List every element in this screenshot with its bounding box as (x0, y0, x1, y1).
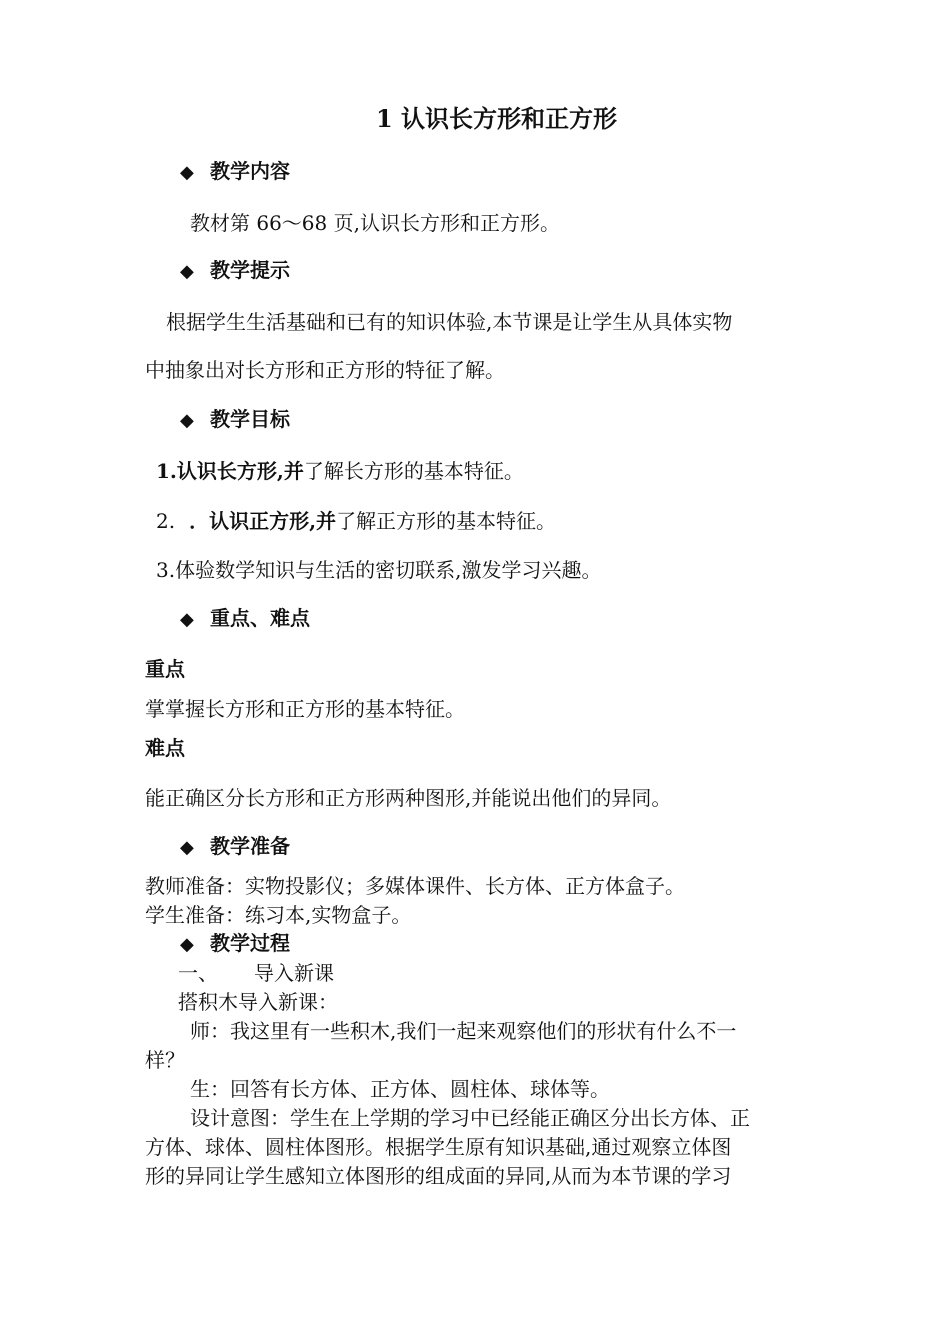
goal-item-2: 2. ．认识正方形,并了解正方形的基本特征。 (156, 509, 557, 533)
hint-line-1: 根据学生生活基础和已有的知识体验,本节课是让学生从具体实物 (166, 310, 733, 334)
diamond-bullet-icon: ◆ (180, 837, 194, 858)
diamond-bullet-icon: ◆ (180, 410, 194, 431)
key-text: 掌掌握长方形和正方形的基本特征。 (145, 697, 465, 721)
prep-teacher: 教师准备：实物投影仪；多媒体课件、长方体、正方体盒子。 (145, 874, 685, 898)
goal-item-3: 3.体验数学知识与生活的密切联系,激发学习兴趣。 (156, 558, 602, 582)
student-line: 生：回答有长方体、正方体、圆柱体、球体等。 (190, 1077, 610, 1101)
page-title: 1 认识长方形和正方形 (376, 104, 618, 133)
key-label: 重点 (145, 657, 185, 681)
design-line-2: 方体、球体、圆柱体图形。根据学生原有知识基础,通过观察立体图 (145, 1135, 732, 1159)
section-heading-hint: ◆ 教学提示 (180, 257, 290, 285)
teacher-line-1: 师：我这里有一些积木,我们一起来观察他们的形状有什么不一 (190, 1019, 737, 1043)
prep-student: 学生准备：练习本,实物盒子。 (145, 903, 412, 927)
section-heading-process: ◆ 教学过程 (180, 930, 290, 958)
section-heading-goals: ◆ 教学目标 (180, 406, 290, 434)
hint-line-2: 中抽象出对长方形和正方形的特征了解。 (145, 358, 505, 382)
section-heading-key-points: ◆ 重点、难点 (180, 605, 310, 633)
step-1-subtitle: 搭积木导入新课： (178, 990, 338, 1014)
diamond-bullet-icon: ◆ (180, 261, 194, 282)
design-line-1: 设计意图：学生在上学期的学习中已经能正确区分出长方体、正 (190, 1106, 750, 1130)
difficulty-label: 难点 (145, 736, 185, 760)
teacher-line-2: 样？ (145, 1048, 185, 1072)
section-heading-preparation: ◆ 教学准备 (180, 833, 290, 861)
diamond-bullet-icon: ◆ (180, 609, 194, 630)
goal-item-1: 1.认识长方形,并了解长方形的基本特征。 (156, 459, 524, 483)
section-heading-content: ◆ 教学内容 (180, 158, 290, 186)
content-text: 教材第 66～68 页,认识长方形和正方形。 (190, 211, 560, 235)
design-line-3: 形的异同让学生感知立体图形的组成面的异同,从而为本节课的学习 (145, 1164, 732, 1188)
diamond-bullet-icon: ◆ (180, 934, 194, 955)
step-1-heading: 一、 导入新课 (178, 961, 334, 985)
difficulty-text: 能正确区分长方形和正方形两种图形,并能说出他们的异同。 (145, 786, 672, 810)
diamond-bullet-icon: ◆ (180, 162, 194, 183)
